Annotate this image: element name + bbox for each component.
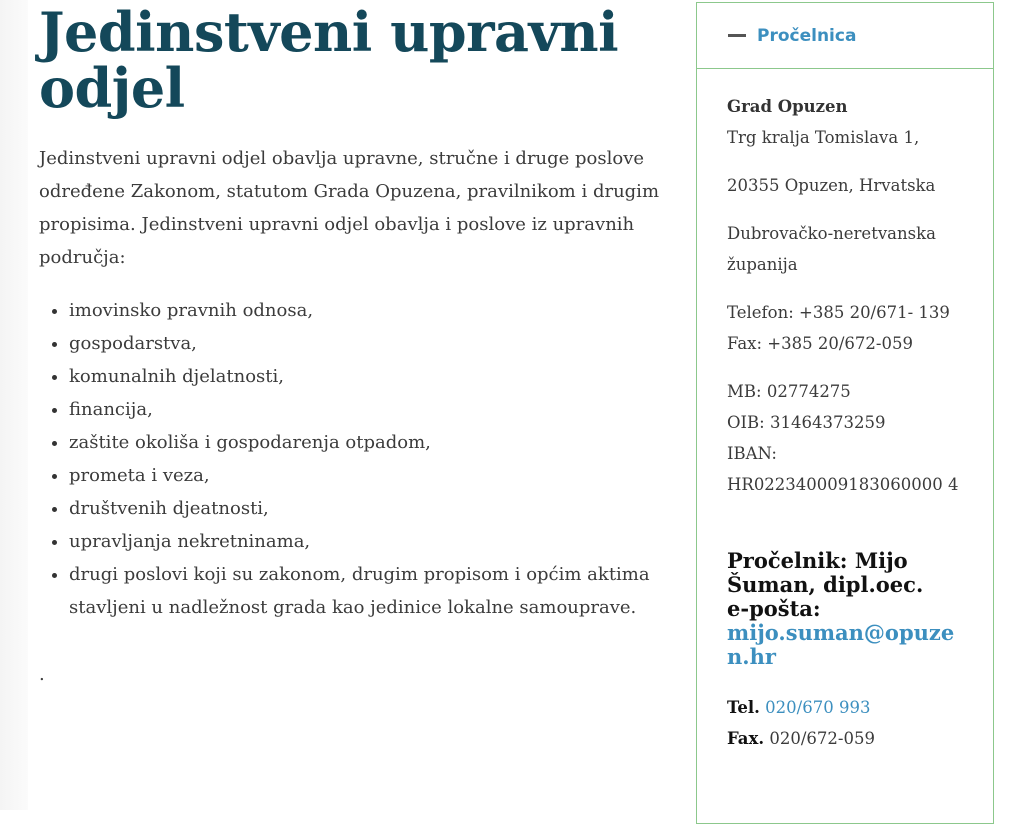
head-of-dept-title: Pročelnik: Mijo Šuman, dipl.oec. [727, 548, 924, 597]
accordion-header[interactable] [697, 3, 993, 69]
street-address: Trg kralja Tomislava 1, [727, 128, 920, 147]
fax-number: Fax: +385 20/672-059 [727, 334, 913, 353]
mb-number: MB: 02774275 [727, 382, 851, 401]
fax-line [727, 723, 963, 754]
tel-link[interactable]: 020/670 993 [765, 698, 871, 717]
phone-number: Telefon: +385 20/671- 139 [727, 303, 950, 322]
list-item: • upravljanja nekretninama, [69, 525, 669, 558]
sidebar-accordion [696, 2, 994, 824]
county: Dubrovačko-neretvanska županija [727, 224, 936, 274]
page-title: Jedinstveni upravni odjel [39, 0, 619, 120]
list-item: • financija, [69, 393, 669, 426]
list-item: • imovinsko pravnih odnosa, [69, 294, 669, 327]
head-of-dept-block [727, 549, 963, 669]
oib-number: OIB: 31464373259 [727, 413, 886, 432]
trailing-dot: . [39, 664, 45, 685]
city-block [727, 170, 963, 201]
list-item: • prometa i veza, [69, 459, 669, 492]
email-link[interactable]: mijo.suman@opuzen.hr [727, 620, 955, 669]
email-label: e-pošta: [727, 596, 821, 621]
tel-label: Tel. [727, 698, 760, 717]
org-name: Grad Opuzen [727, 97, 848, 116]
list-item: • gospodarstva, [69, 327, 669, 360]
intro-paragraph: Jedinstveni upravni odjel obavlja upravne, stručne i druge poslove određene Zakonom, statutom Grada Opuzena, pravilnikom i drugim propisima. Jedinstveni upravni odjel obavlja i poslove iz upravnih područja: [39, 148, 660, 268]
fax-value: 020/672-059 [769, 729, 875, 748]
iban-label: IBAN: [727, 444, 777, 463]
phone-block [727, 297, 963, 359]
tel-line [727, 692, 963, 723]
list-item: • komunalnih djelatnosti, [69, 360, 669, 393]
address-block [727, 91, 963, 153]
list-item: • društvenih djeatnosti, [69, 492, 669, 525]
county-block [727, 218, 963, 280]
accordion-body [697, 69, 993, 754]
contact-lines [727, 692, 963, 754]
left-margin-strip [0, 0, 28, 810]
city-address: 20355 Opuzen, Hrvatska [727, 176, 936, 195]
fax-label: Fax. [727, 729, 765, 748]
duties-list [39, 294, 669, 624]
list-item: • zaštite okoliša i gospodarenja otpadom, [69, 426, 669, 459]
registry-block [727, 376, 963, 500]
iban-value: HR022340009183060000 4 [727, 475, 959, 494]
accordion-title[interactable]: Pročelnica [757, 25, 857, 46]
list-item: • drugi poslovi koji su zakonom, drugim propisom i općim aktima stavljeni u nadležnost grada kao jedinice lokalne samouprave. [69, 558, 669, 624]
main-content [39, 0, 669, 684]
minus-icon[interactable] [728, 34, 746, 37]
